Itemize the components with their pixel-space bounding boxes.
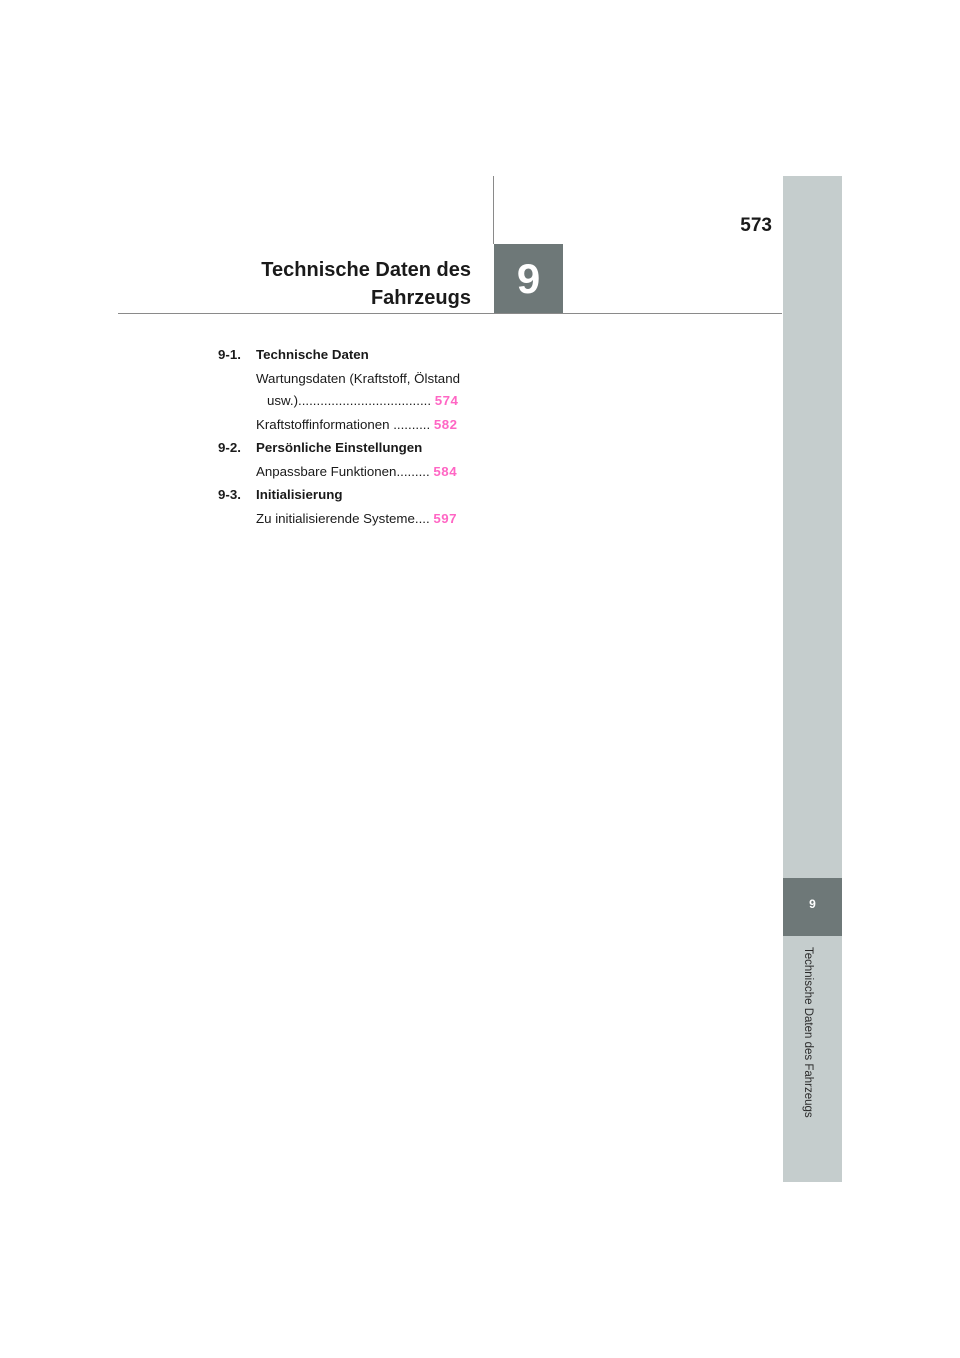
chapter-title	[200, 256, 471, 312]
toc-section-number: 9-2.	[218, 440, 241, 455]
toc-entry-text: Anpassbare Funktionen.........	[256, 464, 430, 479]
toc-section-title: Technische Daten	[256, 347, 369, 362]
toc-section-title: Persönliche Einstellungen	[256, 440, 423, 455]
side-tab-label	[802, 947, 822, 1177]
toc-entry-text: Kraftstoffinformationen ..........	[256, 417, 431, 432]
chapter-title-line1: Technische Daten des	[261, 259, 471, 281]
chapter-number-box	[494, 244, 563, 313]
toc-entry-text: Wartungsdaten (Kraftstoff, Ölstand	[256, 371, 460, 386]
side-tab-label-text: Technische Daten des Fahrzeugs	[802, 947, 814, 1118]
table-of-contents	[218, 344, 478, 531]
toc-page-link[interactable]: 597	[433, 511, 458, 526]
side-tab-chapter-number: 9	[809, 897, 816, 911]
toc-page-link[interactable]: 574	[434, 393, 459, 408]
toc-page-link[interactable]: 582	[433, 417, 458, 432]
toc-section-9-3	[218, 484, 478, 506]
chapter-number: 9	[516, 254, 541, 302]
toc-entry-kraftstoffinformationen[interactable]	[256, 414, 466, 436]
toc-entry-anpassbare-funktionen[interactable]	[256, 461, 466, 483]
toc-section-9-2	[218, 437, 478, 459]
chapter-title-line2: Fahrzeugs	[370, 287, 471, 309]
header-vertical-divider	[493, 176, 494, 244]
toc-section-9-1	[218, 344, 478, 366]
toc-section-number: 9-3.	[218, 487, 241, 502]
toc-entry-text: Zu initialisierende Systeme....	[256, 511, 430, 526]
header-horizontal-divider	[118, 313, 782, 314]
toc-section-number: 9-1.	[218, 347, 241, 362]
toc-entry-text-cont: usw.)....................................	[267, 393, 432, 408]
toc-page-link[interactable]: 584	[433, 464, 458, 479]
toc-entry-zu-initialisierende-systeme[interactable]	[256, 508, 466, 530]
toc-section-title: Initialisierung	[256, 487, 343, 502]
toc-entry-wartungsdaten[interactable]	[256, 368, 466, 412]
page-number: 573	[740, 215, 772, 236]
